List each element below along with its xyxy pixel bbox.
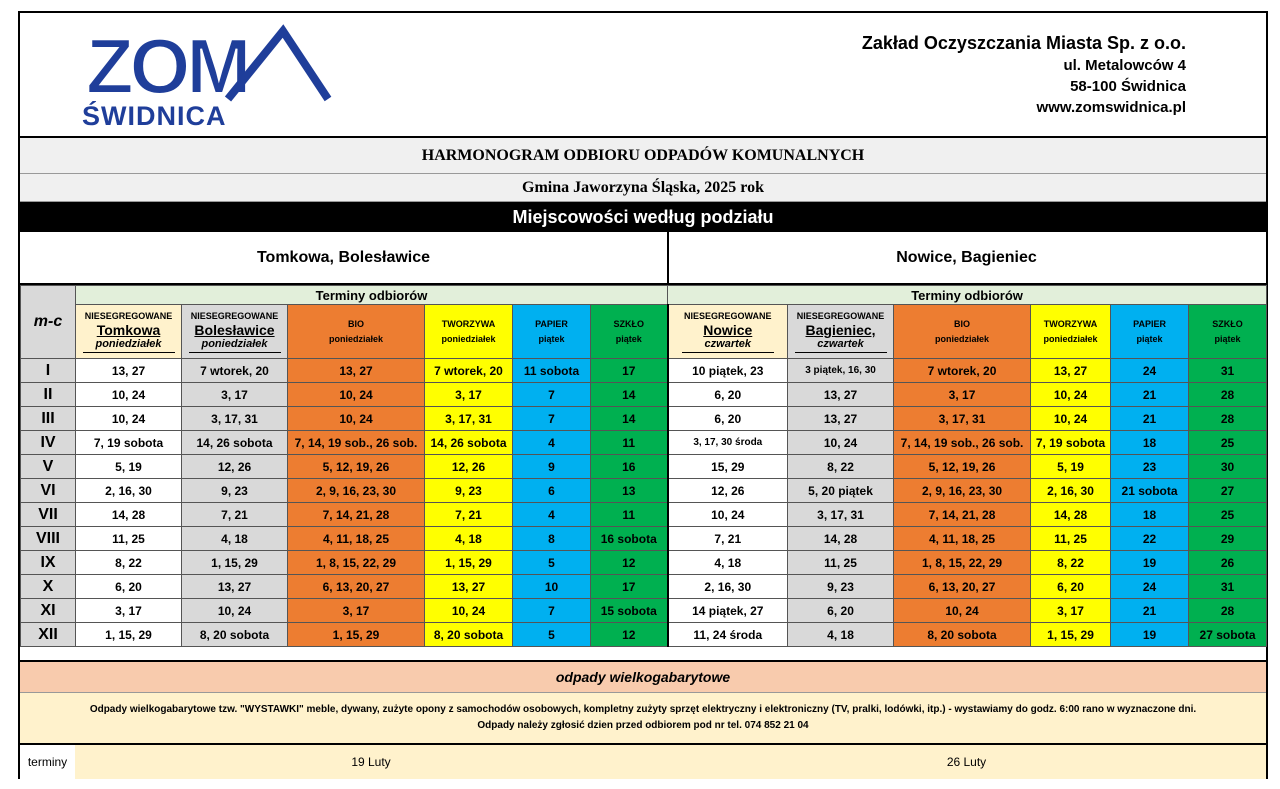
right-header-plastic [1031, 305, 1111, 359]
left-header-mixed-b [182, 305, 288, 359]
schedule-table [20, 285, 1267, 647]
company-website[interactable]: www.zomswidnica.pl [1036, 99, 1186, 116]
month-label: IX [21, 551, 76, 575]
left-bio-cell: 13, 27 [288, 359, 425, 383]
bulky-waste-line1: Odpady wielkogabarytowe tzw. "WYSTAWKI" meble, dywany, zużyte opony z samochodów osobowych, kompletny zużyty sprzęt elektryczny i elektroniczny (TV, pralki, lodówki, itp.) - wystawiamy do godz. 6:00 rano w wyznaczone dni. [89, 704, 1197, 715]
logo-graphic [78, 21, 338, 131]
month-row [21, 455, 1267, 479]
right-glass-cell: 31 [1189, 575, 1267, 599]
left-bio-cell: 6, 13, 20, 27 [288, 575, 425, 599]
left-plastic-cell: 7 wtorek, 20 [425, 359, 513, 383]
left-paper-cell: 10 [513, 575, 591, 599]
right-plastic-cell: 5, 19 [1031, 455, 1111, 479]
left-paper-cell: 5 [513, 551, 591, 575]
header-category: SZKŁO [613, 319, 645, 330]
company-info [862, 31, 1186, 118]
left-mixed-b-cell: 3, 17, 31 [182, 407, 288, 431]
header-day: piątek [615, 334, 642, 345]
right-glass-cell: 30 [1189, 455, 1267, 479]
right-mixed-b-cell: 6, 20 [788, 599, 894, 623]
month-row [21, 551, 1267, 575]
right-mixed-a-cell: 6, 20 [668, 407, 788, 431]
left-mixed-b-cell: 12, 26 [182, 455, 288, 479]
left-glass-cell: 17 [591, 575, 668, 599]
right-paper-cell: 23 [1111, 455, 1189, 479]
right-mixed-a-cell: 15, 29 [668, 455, 788, 479]
header-day: poniedziałek [935, 334, 990, 345]
right-glass-cell: 29 [1189, 527, 1267, 551]
logo-top-text: ZOM [86, 22, 248, 110]
left-paper-cell: 4 [513, 503, 591, 527]
left-header-glass [591, 305, 668, 359]
right-plastic-cell: 11, 25 [1031, 527, 1111, 551]
month-row [21, 575, 1267, 599]
right-glass-cell: 27 sobota [1189, 623, 1267, 647]
terms-header-right: Terminy odbiorów [668, 286, 1267, 305]
left-plastic-cell: 3, 17 [425, 383, 513, 407]
bulky-terms-row [20, 743, 1266, 777]
header-day: czwartek [704, 338, 752, 351]
left-mixed-a-cell: 10, 24 [76, 407, 182, 431]
zom-logo [78, 21, 338, 131]
header-day: poniedziałek [441, 334, 496, 345]
right-paper-cell: 18 [1111, 503, 1189, 527]
left-glass-cell: 11 [591, 503, 668, 527]
left-paper-cell: 4 [513, 431, 591, 455]
month-row [21, 383, 1267, 407]
month-row [21, 527, 1267, 551]
right-mixed-b-cell: 8, 22 [788, 455, 894, 479]
company-city: 58-100 Świdnica [1070, 78, 1186, 95]
left-bio-cell: 1, 8, 15, 22, 29 [288, 551, 425, 575]
left-mixed-a-cell: 7, 19 sobota [76, 431, 182, 455]
right-bio-cell: 7, 14, 19 sob., 26 sob. [894, 431, 1031, 455]
left-mixed-a-cell: 10, 24 [76, 383, 182, 407]
right-header-mixed-a [668, 305, 788, 359]
left-plastic-cell: 4, 18 [425, 527, 513, 551]
left-mixed-b-cell: 1, 15, 29 [182, 551, 288, 575]
right-plastic-cell: 3, 17 [1031, 599, 1111, 623]
left-mixed-b-cell: 3, 17 [182, 383, 288, 407]
left-plastic-cell: 7, 21 [425, 503, 513, 527]
left-header-plastic [425, 305, 513, 359]
company-street: ul. Metalowców 4 [1063, 57, 1186, 74]
bulky-waste-info [20, 692, 1266, 743]
left-mixed-a-cell: 14, 28 [76, 503, 182, 527]
header-category: BIO [347, 319, 364, 330]
header-underline [83, 352, 175, 353]
right-mixed-b-cell: 5, 20 piątek [788, 479, 894, 503]
header-category: NIESEGREGOWANE [190, 311, 279, 322]
right-paper-cell: 22 [1111, 527, 1189, 551]
left-glass-cell: 13 [591, 479, 668, 503]
header-place: Nowice [703, 322, 753, 339]
area-row [20, 232, 1266, 285]
month-label: IV [21, 431, 76, 455]
left-plastic-cell: 13, 27 [425, 575, 513, 599]
month-header: m-c [21, 286, 76, 359]
left-glass-cell: 12 [591, 551, 668, 575]
left-header-mixed-a [76, 305, 182, 359]
left-mixed-b-cell: 7 wtorek, 20 [182, 359, 288, 383]
area-left: Tomkowa, Bolesławice [20, 232, 669, 283]
left-paper-cell: 11 sobota [513, 359, 591, 383]
header-category: TWORZYWA [1043, 319, 1098, 330]
right-mixed-a-cell: 7, 21 [668, 527, 788, 551]
right-glass-cell: 25 [1189, 431, 1267, 455]
left-paper-cell: 7 [513, 383, 591, 407]
terms-header-left: Terminy odbiorów [76, 286, 668, 305]
header-place: Bagieniec, [805, 322, 876, 339]
right-plastic-cell: 1, 15, 29 [1031, 623, 1111, 647]
left-plastic-cell: 3, 17, 31 [425, 407, 513, 431]
left-mixed-a-cell: 5, 19 [76, 455, 182, 479]
left-glass-cell: 14 [591, 383, 668, 407]
left-mixed-b-cell: 10, 24 [182, 599, 288, 623]
right-paper-cell: 21 sobota [1111, 479, 1189, 503]
bulky-waste-line2: Odpady należy zgłosić dzien przed odbiorem pod nr tel. 074 852 21 04 [477, 720, 809, 731]
right-header-paper [1111, 305, 1189, 359]
bulky-terms-label: terminy [20, 745, 76, 779]
left-glass-cell: 16 sobota [591, 527, 668, 551]
header-category: PAPIER [535, 319, 568, 330]
left-mixed-a-cell: 8, 22 [76, 551, 182, 575]
left-mixed-b-cell: 7, 21 [182, 503, 288, 527]
right-mixed-a-cell: 12, 26 [668, 479, 788, 503]
header-underline [189, 352, 281, 353]
month-label: VII [21, 503, 76, 527]
left-paper-cell: 7 [513, 407, 591, 431]
bulky-date-left: 19 Luty [75, 745, 669, 779]
left-paper-cell: 9 [513, 455, 591, 479]
right-bio-cell: 3, 17, 31 [894, 407, 1031, 431]
right-header-bio [894, 305, 1031, 359]
right-plastic-cell: 10, 24 [1031, 383, 1111, 407]
bulky-date-right: 26 Luty [667, 745, 1266, 779]
left-bio-cell: 5, 12, 19, 26 [288, 455, 425, 479]
right-plastic-cell: 2, 16, 30 [1031, 479, 1111, 503]
month-row [21, 623, 1267, 647]
left-plastic-cell: 9, 23 [425, 479, 513, 503]
right-glass-cell: 31 [1189, 359, 1267, 383]
month-label: VI [21, 479, 76, 503]
right-bio-cell: 6, 13, 20, 27 [894, 575, 1031, 599]
right-paper-cell: 24 [1111, 575, 1189, 599]
left-glass-cell: 11 [591, 431, 668, 455]
right-bio-cell: 8, 20 sobota [894, 623, 1031, 647]
left-glass-cell: 12 [591, 623, 668, 647]
document-subtitle: Gmina Jaworzyna Śląska, 2025 rok [20, 174, 1266, 202]
header-day: poniedziałek [328, 334, 383, 345]
right-paper-cell: 19 [1111, 623, 1189, 647]
left-bio-cell: 4, 11, 18, 25 [288, 527, 425, 551]
header-day: poniedziałek [201, 338, 268, 351]
logo-bottom-text: ŚWIDNICA [82, 101, 227, 131]
month-label: I [21, 359, 76, 383]
right-bio-cell: 7 wtorek, 20 [894, 359, 1031, 383]
left-plastic-cell: 10, 24 [425, 599, 513, 623]
left-bio-cell: 10, 24 [288, 407, 425, 431]
right-plastic-cell: 8, 22 [1031, 551, 1111, 575]
left-header-bio [288, 305, 425, 359]
right-mixed-b-cell: 14, 28 [788, 527, 894, 551]
right-mixed-a-cell: 10 piątek, 23 [668, 359, 788, 383]
month-label: X [21, 575, 76, 599]
right-plastic-cell: 6, 20 [1031, 575, 1111, 599]
right-paper-cell: 21 [1111, 407, 1189, 431]
header-category: TWORZYWA [441, 319, 496, 330]
right-mixed-a-cell: 2, 16, 30 [668, 575, 788, 599]
left-bio-cell: 7, 14, 21, 28 [288, 503, 425, 527]
right-bio-cell: 7, 14, 21, 28 [894, 503, 1031, 527]
left-mixed-a-cell: 13, 27 [76, 359, 182, 383]
company-name: Zakład Oczyszczania Miasta Sp. z o.o. [861, 33, 1186, 53]
left-mixed-a-cell: 11, 25 [76, 527, 182, 551]
header-day: poniedziałek [1043, 334, 1098, 345]
month-row [21, 503, 1267, 527]
header-day: piątek [538, 334, 565, 345]
right-glass-cell: 28 [1189, 407, 1267, 431]
left-paper-cell: 6 [513, 479, 591, 503]
right-glass-cell: 28 [1189, 599, 1267, 623]
left-paper-cell: 7 [513, 599, 591, 623]
header-day: czwartek [817, 338, 864, 351]
right-mixed-b-cell: 3 piątek, 16, 30 [788, 359, 894, 383]
header-day: piątek [1136, 334, 1163, 345]
left-mixed-a-cell: 2, 16, 30 [76, 479, 182, 503]
left-mixed-b-cell: 14, 26 sobota [182, 431, 288, 455]
right-plastic-cell: 7, 19 sobota [1031, 431, 1111, 455]
right-bio-cell: 4, 11, 18, 25 [894, 527, 1031, 551]
right-mixed-a-cell: 6, 20 [668, 383, 788, 407]
schedule-sheet [18, 11, 1268, 779]
right-glass-cell: 28 [1189, 383, 1267, 407]
right-mixed-a-cell: 11, 24 środa [668, 623, 788, 647]
left-paper-cell: 8 [513, 527, 591, 551]
right-mixed-b-cell: 11, 25 [788, 551, 894, 575]
left-paper-cell: 5 [513, 623, 591, 647]
left-mixed-b-cell: 4, 18 [182, 527, 288, 551]
left-bio-cell: 1, 15, 29 [288, 623, 425, 647]
header-category: SZKŁO [1212, 319, 1243, 330]
right-mixed-b-cell: 9, 23 [788, 575, 894, 599]
right-header-mixed-b [788, 305, 894, 359]
right-paper-cell: 19 [1111, 551, 1189, 575]
right-bio-cell: 5, 12, 19, 26 [894, 455, 1031, 479]
left-bio-cell: 2, 9, 16, 23, 30 [288, 479, 425, 503]
header-underline [795, 352, 887, 353]
bulky-waste-heading: odpady wielkogabarytowe [20, 660, 1266, 692]
right-mixed-b-cell: 4, 18 [788, 623, 894, 647]
month-row [21, 407, 1267, 431]
header-category: NIESEGREGOWANE [684, 311, 772, 322]
right-mixed-a-cell: 14 piątek, 27 [668, 599, 788, 623]
right-bio-cell: 10, 24 [894, 599, 1031, 623]
header-underline [682, 352, 774, 353]
left-glass-cell: 14 [591, 407, 668, 431]
left-bio-cell: 10, 24 [288, 383, 425, 407]
month-label: XI [21, 599, 76, 623]
month-label: III [21, 407, 76, 431]
month-row [21, 479, 1267, 503]
month-label: XII [21, 623, 76, 647]
month-label: II [21, 383, 76, 407]
left-mixed-b-cell: 13, 27 [182, 575, 288, 599]
right-bio-cell: 2, 9, 16, 23, 30 [894, 479, 1031, 503]
left-mixed-b-cell: 8, 20 sobota [182, 623, 288, 647]
right-plastic-cell: 10, 24 [1031, 407, 1111, 431]
left-plastic-cell: 14, 26 sobota [425, 431, 513, 455]
area-right: Nowice, Bagieniec [896, 248, 1037, 266]
left-mixed-a-cell: 1, 15, 29 [76, 623, 182, 647]
left-bio-cell: 7, 14, 19 sob., 26 sob. [288, 431, 425, 455]
header-category: NIESEGREGOWANE [796, 311, 885, 322]
right-mixed-a-cell: 4, 18 [668, 551, 788, 575]
document-title: HARMONOGRAM ODBIORU ODPADÓW KOMUNALNYCH [20, 136, 1266, 174]
left-plastic-cell: 1, 15, 29 [425, 551, 513, 575]
section-title: Miejscowości według podziału [20, 202, 1266, 232]
left-mixed-a-cell: 3, 17 [76, 599, 182, 623]
month-label: V [21, 455, 76, 479]
month-label: VIII [21, 527, 76, 551]
month-row [21, 431, 1267, 455]
month-row [21, 599, 1267, 623]
header-category: NIESEGREGOWANE [84, 311, 173, 322]
right-mixed-b-cell: 13, 27 [788, 407, 894, 431]
right-plastic-cell: 13, 27 [1031, 359, 1111, 383]
left-glass-cell: 15 sobota [591, 599, 668, 623]
right-plastic-cell: 14, 28 [1031, 503, 1111, 527]
left-bio-cell: 3, 17 [288, 599, 425, 623]
header-day: piątek [1214, 334, 1241, 345]
header-place: Bolesławice [194, 322, 275, 339]
right-paper-cell: 24 [1111, 359, 1189, 383]
left-header-paper [513, 305, 591, 359]
right-mixed-b-cell: 3, 17, 31 [788, 503, 894, 527]
right-mixed-a-cell: 10, 24 [668, 503, 788, 527]
right-mixed-b-cell: 13, 27 [788, 383, 894, 407]
right-glass-cell: 25 [1189, 503, 1267, 527]
right-glass-cell: 27 [1189, 479, 1267, 503]
right-bio-cell: 1, 8, 15, 22, 29 [894, 551, 1031, 575]
left-plastic-cell: 8, 20 sobota [425, 623, 513, 647]
right-mixed-a-cell: 3, 17, 30 środa [668, 431, 788, 455]
header-category: BIO [954, 319, 971, 330]
right-glass-cell: 26 [1189, 551, 1267, 575]
header-place: Tomkowa [96, 322, 161, 339]
left-glass-cell: 16 [591, 455, 668, 479]
left-glass-cell: 17 [591, 359, 668, 383]
right-bio-cell: 3, 17 [894, 383, 1031, 407]
right-mixed-b-cell: 10, 24 [788, 431, 894, 455]
header-category: PAPIER [1133, 319, 1166, 330]
right-header-glass [1189, 305, 1267, 359]
month-row [21, 359, 1267, 383]
left-mixed-b-cell: 9, 23 [182, 479, 288, 503]
header-day: poniedziałek [95, 338, 162, 351]
right-paper-cell: 21 [1111, 383, 1189, 407]
left-plastic-cell: 12, 26 [425, 455, 513, 479]
left-mixed-a-cell: 6, 20 [76, 575, 182, 599]
right-paper-cell: 18 [1111, 431, 1189, 455]
right-paper-cell: 21 [1111, 599, 1189, 623]
